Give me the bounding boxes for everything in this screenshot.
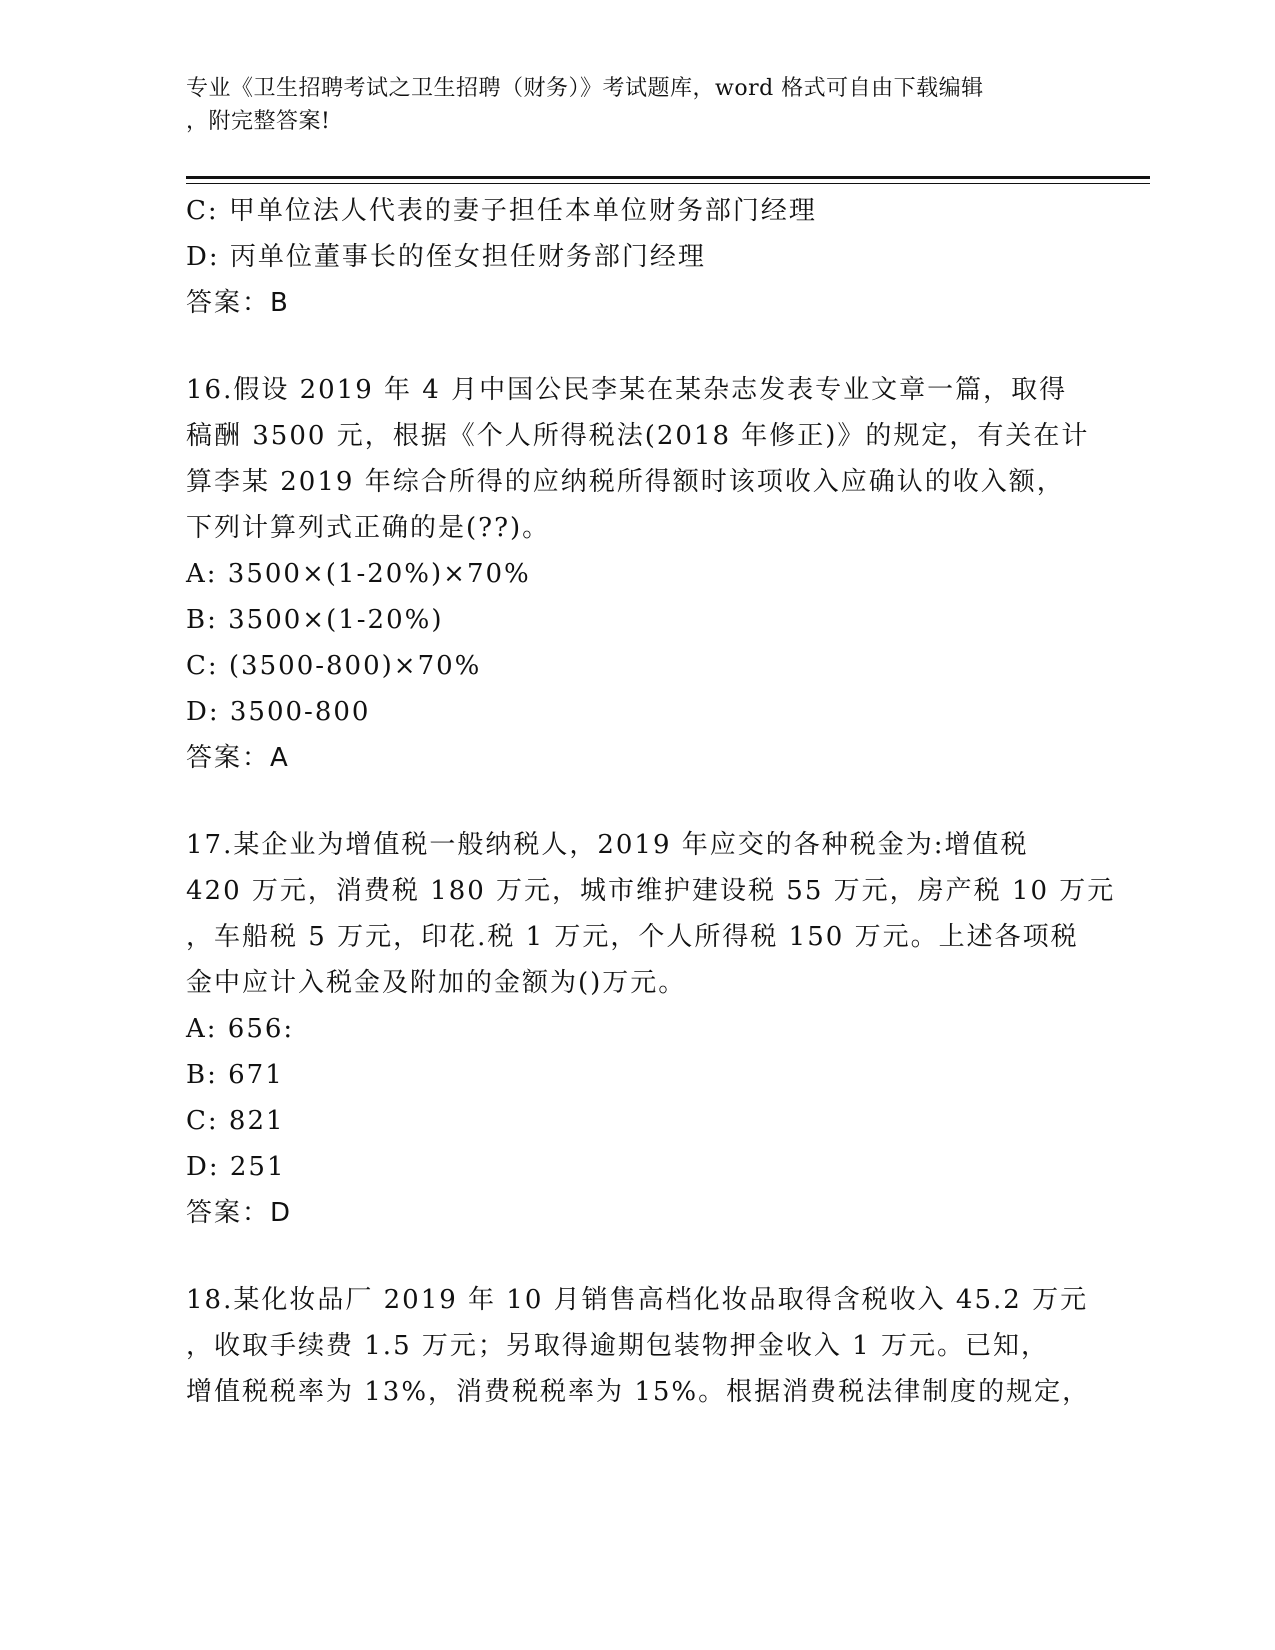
q17-stem-line-1: 17.某企业为增值税一般纳税人，2019 年应交的各种税金为:增值税 (186, 830, 1029, 860)
question-17 (186, 822, 1116, 1236)
q16-stem-line-2: 稿酬 3500 元，根据《个人所得税法(2018 年修正)》的规定，有关在计 (186, 421, 1090, 451)
q15-option-d: D: 丙单位董事长的侄女担任财务部门经理 (186, 242, 706, 272)
q18-stem-line-1: 18.某化妆品厂 2019 年 10 月销售高档化妆品取得含税收入 45.2 万元 (186, 1285, 1089, 1315)
question-18 (186, 1277, 1106, 1415)
q18-stem-line-3: 增值税税率为 13%，消费税税率为 15%。根据消费税法律制度的规定， (186, 1377, 1091, 1407)
page-header (186, 72, 1086, 138)
q16-answer: 答案：A (186, 743, 290, 773)
q17-answer: 答案：D (186, 1198, 293, 1228)
header-divider-thick (186, 176, 1150, 179)
question-gap (186, 781, 1106, 822)
q17-option-a: A: 656: (186, 1014, 295, 1044)
q16-option-b: B: 3500×(1-20%) (186, 605, 444, 635)
q16-stem-line-3: 算李某 2019 年综合所得的应纳税所得额时该项收入应确认的收入额， (186, 467, 1065, 497)
q16-option-a: A: 3500×(1-20%)×70% (186, 559, 531, 589)
q15-option-c: C: 甲单位法人代表的妻子担任本单位财务部门经理 (186, 196, 817, 226)
question-list (186, 188, 1116, 1415)
q17-option-b: B: 671 (186, 1060, 284, 1090)
q18-stem-line-2: ，收取手续费 1.5 万元；另取得逾期包装物押金收入 1 万元。已知， (186, 1331, 1049, 1361)
q17-option-d: D: 251 (186, 1152, 286, 1182)
header-divider-thin (186, 183, 1150, 184)
q16-option-c: C: (3500-800)×70% (186, 651, 482, 681)
question-16 (186, 367, 1106, 781)
q17-stem-line-4: 金中应计入税金及附加的金额为()万元。 (186, 968, 687, 998)
header-line-2: ，附完整答案! (186, 109, 331, 134)
q16-stem-line-4: 下列计算列式正确的是(??)。 (186, 513, 551, 543)
q15-answer: 答案：B (186, 288, 290, 318)
q17-stem-line-3: ，车船税 5 万元，印花.税 1 万元，个人所得税 150 万元。上述各项税 (186, 922, 1079, 952)
question-gap (186, 1236, 1106, 1277)
q17-stem-line-2: 420 万元，消费税 180 万元，城市维护建设税 55 万元，房产税 10 万元 (186, 876, 1116, 906)
question-15 (186, 188, 1106, 326)
header-line-1: 专业《卫生招聘考试之卫生招聘（财务）》考试题库，word 格式可自由下载编辑 (186, 76, 984, 101)
question-gap (186, 326, 1106, 367)
q17-option-c: C: 821 (186, 1106, 285, 1136)
q16-option-d: D: 3500-800 (186, 697, 371, 727)
q16-stem-line-1: 16.假设 2019 年 4 月中国公民李某在某杂志发表专业文章一篇，取得 (186, 375, 1068, 405)
